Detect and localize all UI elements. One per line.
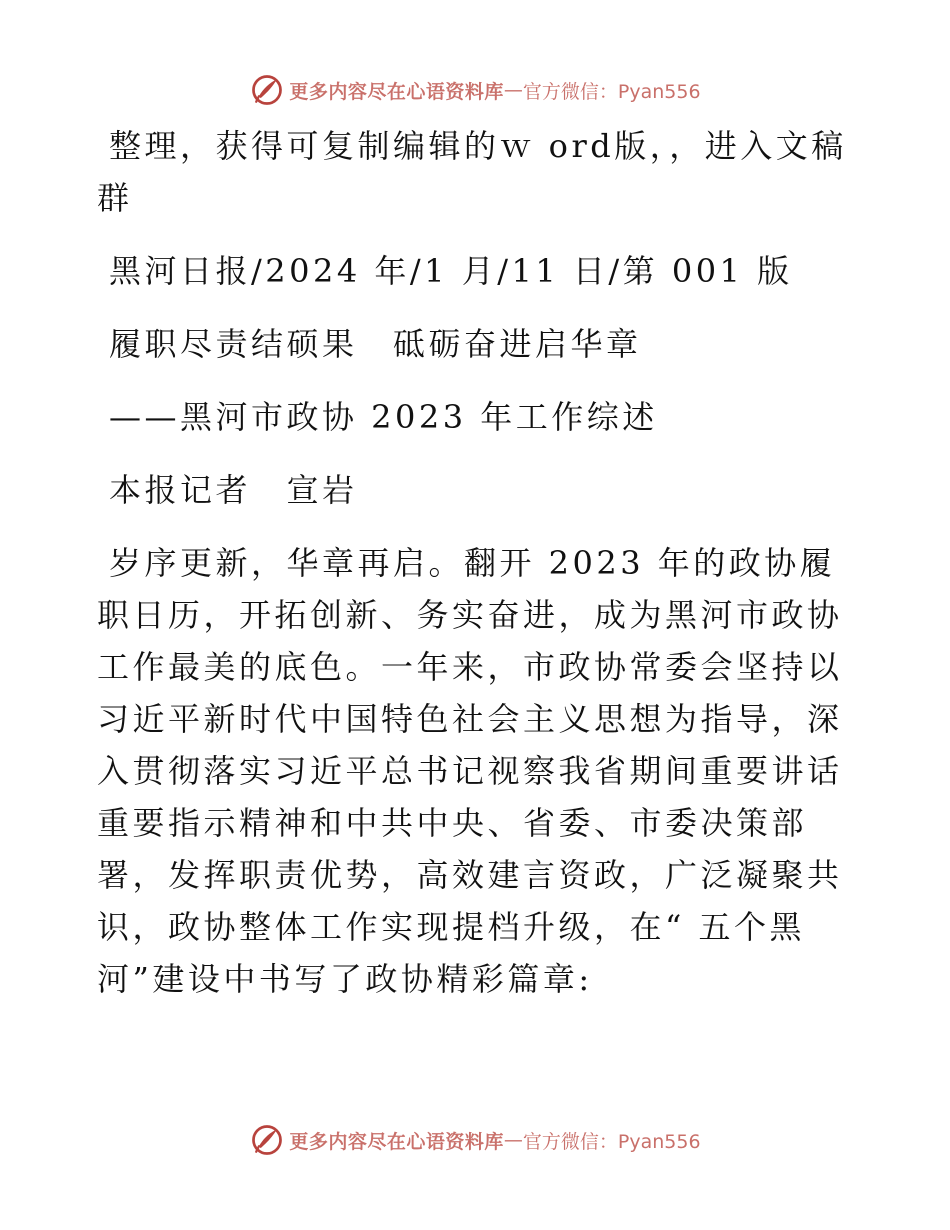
body-paragraph: 岁序更新，华章再启。翻开 2023 年的政协履职日历，开拓创新、务实奋进，成为黑河市政协工作最美的底色。一年来，市政协常委会坚持以习近平新时代中国特色社会主义思想为指导，深入贯彻落实习近平总书记视察我省期间重要讲话重要指示精神和中共中央、省委、市委决策部署，发挥职责优势，高效建言资政，广泛凝聚共识，政协整体工作实现提档升级，在“ 五个黑河”建设中书写了政协精彩篇章: (97, 544, 843, 998)
watermark-separator: — (503, 1129, 523, 1151)
watermark-separator: — (503, 79, 523, 101)
quill-logo-icon (249, 72, 285, 108)
article-headline: 履职尽责结硕果 砥砺奋进启华章 (109, 325, 642, 363)
quill-logo-icon (249, 1122, 285, 1158)
intro-paragraph: 整理，获得可复制编辑的ｗ ord版，，进入文稿群 (97, 127, 847, 217)
newspaper-source-line: 黑河日报/2024 年/1 月/11 日/第 001 版 (109, 252, 793, 290)
article-subtitle: ——黑河市政协 2023 年工作综述 (109, 398, 658, 436)
watermark-wechat: 官方微信：Pyan556 (522, 80, 701, 103)
article-byline: 本报记者 宣岩 (109, 471, 358, 509)
watermark-wechat: 官方微信：Pyan556 (522, 1130, 701, 1153)
watermark-banner-bottom (0, 1120, 950, 1160)
watermark-text: 更多内容尽在心语资料库 (289, 80, 504, 103)
document-body (97, 120, 857, 1026)
watermark-text: 更多内容尽在心语资料库 (289, 1130, 504, 1153)
watermark-banner-top (0, 70, 950, 110)
